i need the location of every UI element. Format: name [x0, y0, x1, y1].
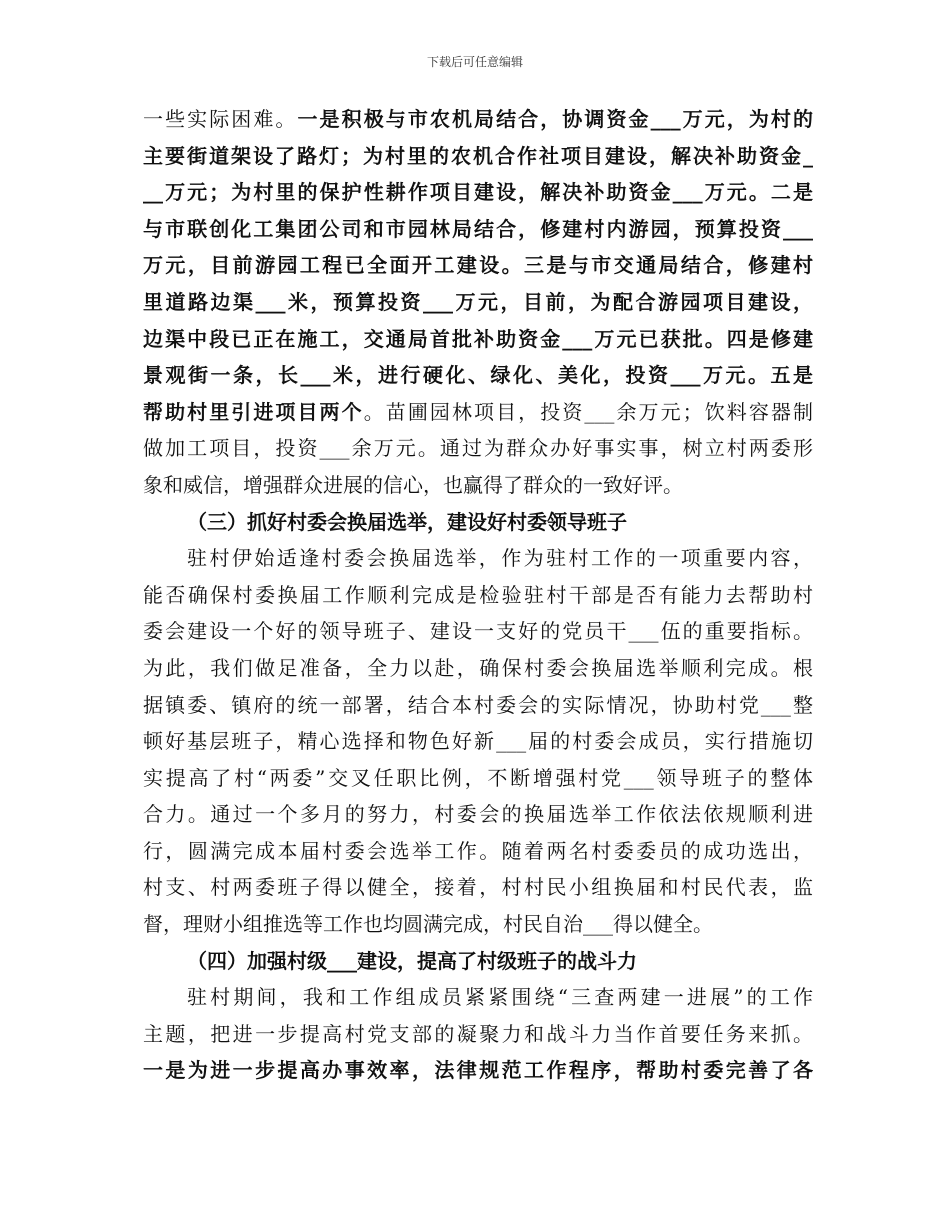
text-segment: 村支、村两委班子得以健全，接着，村村民小组换届和村民代表，监: [143, 875, 813, 900]
text-segment: 督，理财小组推选等工作也均圆满完成，村民自治___得以健全。: [143, 912, 713, 937]
text-segment: 驻村伊始适逢村委会换届选举，作为驻村工作的一项重要内容，: [187, 546, 813, 571]
document-body: [143, 101, 813, 1089]
text-line: [143, 211, 813, 248]
text-line: [143, 467, 813, 504]
text-segment: 万元，目前游园工程已全面开工建设。三是与市交通局结合，修建村: [143, 253, 813, 278]
text-line: [143, 1016, 813, 1053]
section-heading: [143, 943, 813, 980]
text-line: [143, 650, 813, 687]
text-line: [143, 357, 813, 394]
text-segment: 合力。通过一个多月的努力，村委会的换届选举工作依法依规顺利进: [143, 802, 813, 827]
text-segment: 委会建设一个好的领导班子、建设一支好的党员干___伍的重要指标。: [143, 619, 813, 644]
text-segment: 主要街道架设了路灯；为村里的农机合作社项目建设，解决补助资金_: [143, 143, 813, 168]
text-segment: 象和威信，增强群众进展的信心，也赢得了群众的一致好评。: [143, 472, 683, 497]
text-line: [143, 101, 813, 138]
text-line: [143, 394, 813, 431]
text-segment: 与市联创化工集团公司和市园林局结合，修建村内游园，预算投资___: [143, 216, 813, 241]
text-segment: 顿好基层班子，精心选择和物色好新___届的村委会成员，实行措施切: [143, 729, 813, 754]
text-segment: 实提高了村“两委”交叉任职比例，不断增强村党___领导班子的整体: [143, 765, 813, 790]
text-line: [143, 174, 813, 211]
text-line: [143, 687, 813, 724]
text-line: [143, 979, 813, 1016]
text-segment: 一是为进一步提高办事效率，法律规范工作程序，帮助村委完善了各: [143, 1058, 813, 1083]
text-line: [143, 1052, 813, 1089]
text-line: [143, 430, 813, 467]
text-segment: 帮助村里引进项目两个: [143, 399, 364, 424]
text-segment: 。苗圃园林项目，投资___余万元；饮料容器制: [363, 399, 813, 424]
text-segment: __万元；为村里的保护性耕作项目建设，解决补助资金___万元。二是: [143, 180, 813, 205]
text-line: [143, 760, 813, 797]
text-line: [143, 247, 813, 284]
text-line: [143, 906, 813, 943]
text-segment: （三）抓好村委会换届选举，建设好村委领导班子: [187, 509, 627, 534]
text-segment: 驻村期间，我和工作组成员紧紧围绕“三查两建一进展”的工作: [187, 985, 813, 1010]
text-line: [143, 833, 813, 870]
text-line: [143, 138, 813, 175]
text-segment: 主题，把进一步提高村党支部的凝聚力和战斗力当作首要任务来抓。: [143, 1021, 813, 1046]
text-segment: 里道路边渠___米，预算投资___万元，目前，为配合游园项目建设，: [143, 289, 813, 314]
text-segment: 一是积极与市农机局结合，协调资金___万元，为村的: [297, 107, 813, 131]
text-segment: 做加工项目，投资___余万元。通过为群众办好事实事，树立村两委形: [143, 436, 813, 461]
text-line: [143, 284, 813, 321]
text-segment: 景观街一条，长___米，进行硬化、绿化、美化，投资___万元。五是: [143, 363, 813, 388]
text-line: [143, 723, 813, 760]
text-line: [143, 613, 813, 650]
text-line: [143, 577, 813, 614]
text-segment: 为此，我们做足准备，全力以赴，确保村委会换届选举顺利完成。根: [143, 655, 813, 680]
text-line: [143, 796, 813, 833]
text-line: [143, 869, 813, 906]
text-line: [143, 321, 813, 358]
text-segment: 据镇委、镇府的统一部署，结合本村委会的实际情况，协助村党___整: [143, 692, 813, 717]
section-heading: [143, 504, 813, 541]
text-line: [143, 540, 813, 577]
text-segment: 一些实际困难。: [143, 107, 298, 131]
text-segment: 行，圆满完成本届村委会选举工作。随着两名村委委员的成功选出，: [143, 838, 813, 863]
text-segment: 边渠中段已正在施工，交通局首批补助资金___万元已获批。四是修建: [143, 326, 813, 351]
text-segment: 能否确保村委换届工作顺利完成是检验驻村干部是否有能力去帮助村: [143, 582, 813, 607]
page-header: 下载后可任意编辑: [426, 55, 523, 69]
text-segment: （四）加强村级___建设，提高了村级班子的战斗力: [187, 948, 637, 973]
